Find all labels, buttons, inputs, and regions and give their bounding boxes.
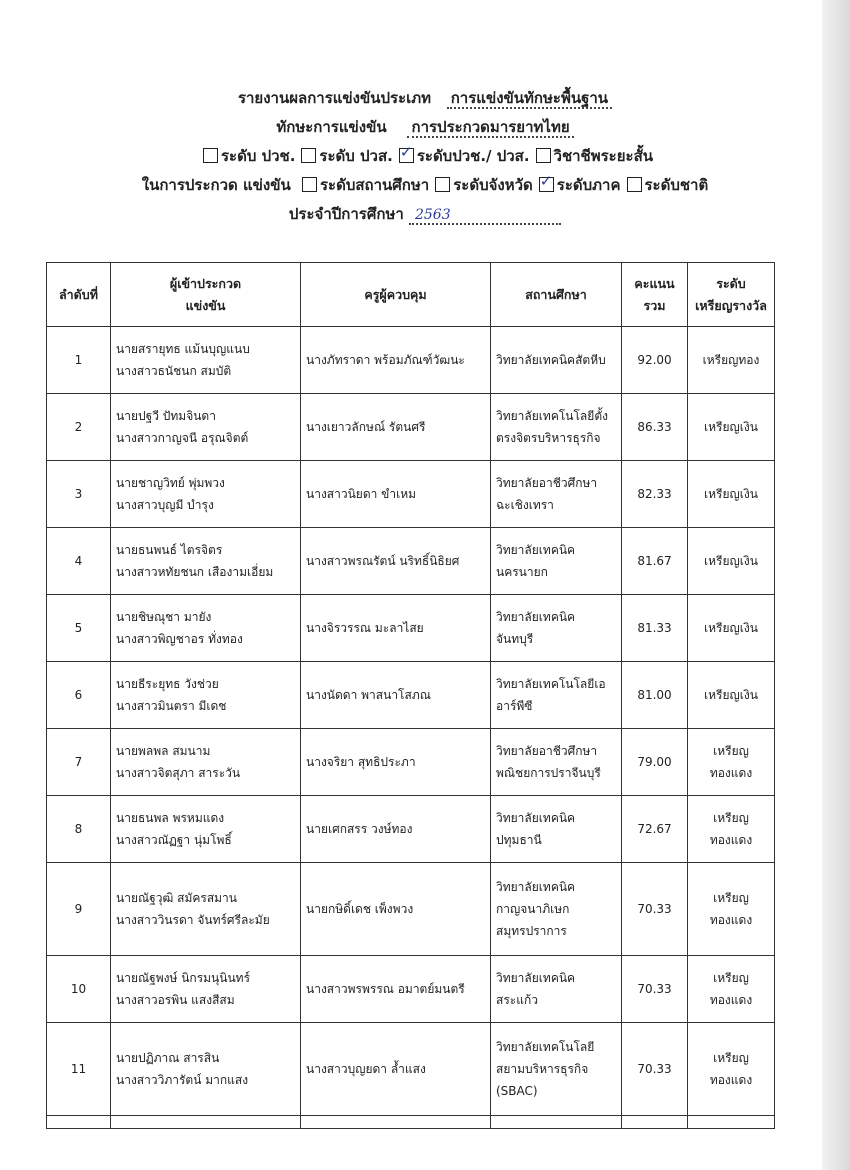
level-option-label-0: ระดับ ปวช. [221, 147, 296, 165]
school-cell: วิทยาลัยเทคโนโลยี สยามบริหารธุรกิจ (SBAC) [491, 1023, 622, 1116]
order-cell: 10 [47, 956, 111, 1023]
teacher-cell: นายกษิดิ์เดช เพ็งพวง [301, 863, 491, 956]
contestants-cell: นายณัฐวุฒิ สมัครสมาน นางสาววินรดา จันทร์ศรีละมัย [111, 863, 301, 956]
contestants-cell: นายธนพล พรหมแดง นางสาวณัฏฐา นุ่มโพธิ์ [111, 796, 301, 863]
school-cell: วิทยาลัยเทคนิค กาญจนาภิเษก สมุทรปราการ [491, 863, 622, 956]
empty-cell [301, 1116, 491, 1129]
report-type-value: การแข่งขันทักษะพื้นฐาน [447, 89, 612, 109]
level-checkbox-2[interactable] [399, 148, 414, 163]
column-header-score: คะแนน รวม [622, 263, 688, 327]
contestants-cell: นายชิษณุชา มายัง นางสาวพิญชาอร ทั่งทอง [111, 595, 301, 662]
contestants-cell: นายธนพนธ์ ไตรจิตร นางสาวหทัยชนก เสืองามเอี่ยม [111, 528, 301, 595]
school-cell: วิทยาลัยเทคนิค นครนายก [491, 528, 622, 595]
teacher-cell: นางสาวพรพรรณ อมาตย์มนตรี [301, 956, 491, 1023]
teacher-cell: นางสาวพรณรัตน์ นริทธิ์นิธิยศ [301, 528, 491, 595]
teacher-cell: นางสาวบุญยดา ล้ำแสง [301, 1023, 491, 1116]
education-level-options [0, 146, 850, 166]
score-cell: 70.33 [622, 1023, 688, 1116]
competition-option-label-2: ระดับภาค [556, 176, 621, 194]
medal-cell: เหรียญ ทองแดง [688, 729, 775, 796]
order-cell: 4 [47, 528, 111, 595]
medal-cell: เหรียญ ทองแดง [688, 863, 775, 956]
school-cell: วิทยาลัยเทคโนโลยีเอ อาร์พีซี [491, 662, 622, 729]
level-checkbox-0[interactable] [203, 148, 218, 163]
order-cell: 9 [47, 863, 111, 956]
score-cell: 81.67 [622, 528, 688, 595]
school-cell: วิทยาลัยเทคนิค สระแก้ว [491, 956, 622, 1023]
school-cell: วิทยาลัยเทคโนโลยีตั้ง ตรงจิตรบริหารธุรกิจ [491, 394, 622, 461]
contestants-cell: นายปฐวี ปัทมจินดา นางสาวกาญจนี อรุณจิตต์ [111, 394, 301, 461]
table-row [47, 528, 775, 595]
order-cell: 11 [47, 1023, 111, 1116]
report-header [0, 88, 850, 234]
skill-value: การประกวดมารยาทไทย [407, 118, 573, 138]
teacher-cell: นางจิรวรรณ มะลาไสย [301, 595, 491, 662]
school-cell: วิทยาลัยเทคนิค ปทุมธานี [491, 796, 622, 863]
empty-cell [491, 1116, 622, 1129]
teacher-cell: นางจริยา สุทธิประภา [301, 729, 491, 796]
contestants-cell: นายพลพล สมนาม นางสาวจิตสุภา สาระวัน [111, 729, 301, 796]
order-cell: 6 [47, 662, 111, 729]
score-cell: 72.67 [622, 796, 688, 863]
medal-cell: เหรียญ ทองแดง [688, 956, 775, 1023]
column-header-contestants: ผู้เข้าประกวด แข่งขัน [111, 263, 301, 327]
table-row [47, 1023, 775, 1116]
competition-checkbox-0[interactable] [302, 177, 317, 192]
table-row-cut-off [47, 1116, 775, 1129]
column-header-school: สถานศึกษา [491, 263, 622, 327]
contestants-cell: นายปฏิภาณ สารสิน นางสาววิภารัตน์ มากแสง [111, 1023, 301, 1116]
medal-cell: เหรียญทอง [688, 327, 775, 394]
school-cell: วิทยาลัยเทคนิคสัตหีบ [491, 327, 622, 394]
order-cell: 7 [47, 729, 111, 796]
competition-option-label-0: ระดับสถานศึกษา [320, 176, 430, 194]
empty-cell [622, 1116, 688, 1129]
score-cell: 79.00 [622, 729, 688, 796]
skill-line [0, 117, 850, 137]
competition-checkbox-1[interactable] [435, 177, 450, 192]
school-cell: วิทยาลัยอาชีวศึกษา พณิชยการปราจีนบุรี [491, 729, 622, 796]
table-row [47, 461, 775, 528]
table-body [47, 327, 775, 1129]
results-table [46, 262, 775, 1129]
order-cell: 5 [47, 595, 111, 662]
skill-label: ทักษะการแข่งขัน [276, 118, 387, 136]
competition-option-label-1: ระดับจังหวัด [453, 176, 533, 194]
medal-cell: เหรียญ ทองแดง [688, 796, 775, 863]
level-option-label-2: ระดับปวช./ ปวส. [416, 147, 530, 165]
teacher-cell: นางนัดดา พาสนาโสภณ [301, 662, 491, 729]
medal-cell: เหรียญเงิน [688, 528, 775, 595]
contestants-cell: นายสรายุทธ แม้นบุญแนบ นางสาวธนัชนก สมบัติ [111, 327, 301, 394]
medal-cell: เหรียญ ทองแดง [688, 1023, 775, 1116]
column-header-order: ลำดับที่ [47, 263, 111, 327]
level-checkbox-1[interactable] [301, 148, 316, 163]
score-cell: 82.33 [622, 461, 688, 528]
competition-checkbox-3[interactable] [627, 177, 642, 192]
report-type-line [0, 88, 850, 108]
contestants-cell: นายชาญวิทย์ พุ่มพวง นางสาวบุญมี บำรุง [111, 461, 301, 528]
order-cell: 1 [47, 327, 111, 394]
score-cell: 92.00 [622, 327, 688, 394]
contestants-cell: นายณัฐพงษ์ นิกรมนุนินทร์ นางสาวอรพิน แสงสีสม [111, 956, 301, 1023]
medal-cell: เหรียญเงิน [688, 461, 775, 528]
table-row [47, 729, 775, 796]
table-row [47, 863, 775, 956]
column-header-teacher: ครูผู้ควบคุม [301, 263, 491, 327]
medal-cell: เหรียญเงิน [688, 394, 775, 461]
table-row [47, 394, 775, 461]
school-cell: วิทยาลัยอาชีวศึกษา ฉะเชิงเทรา [491, 461, 622, 528]
competition-level-options [0, 175, 850, 195]
medal-cell: เหรียญเงิน [688, 595, 775, 662]
contestants-cell: นายธีระยุทธ วังช่วย นางสาวมินตรา มีเดช [111, 662, 301, 729]
competition-option-label-3: ระดับชาติ [644, 176, 709, 194]
school-cell: วิทยาลัยเทคนิค จันทบุรี [491, 595, 622, 662]
table-row [47, 956, 775, 1023]
teacher-cell: นางภัทราดา พร้อมภัณฑ์วัฒนะ [301, 327, 491, 394]
level-checkbox-3[interactable] [536, 148, 551, 163]
academic-year-line [0, 204, 850, 225]
level-option-label-1: ระดับ ปวส. [319, 147, 393, 165]
score-cell: 86.33 [622, 394, 688, 461]
academic-year-field [409, 205, 561, 225]
teacher-cell: นายเศกสรร วงษ์ทอง [301, 796, 491, 863]
empty-cell [47, 1116, 111, 1129]
score-cell: 70.33 [622, 863, 688, 956]
academic-year-label: ประจำปีการศึกษา [288, 205, 404, 223]
table-row [47, 796, 775, 863]
score-cell: 70.33 [622, 956, 688, 1023]
table-row [47, 327, 775, 394]
competition-label: ในการประกวด แข่งขัน [141, 176, 291, 194]
teacher-cell: นางเยาวลักษณ์ รัตนศรี [301, 394, 491, 461]
competition-checkbox-2[interactable] [539, 177, 554, 192]
level-option-label-3: วิชาชีพระยะสั้น [553, 147, 653, 165]
academic-year-value: 2563 [414, 207, 451, 223]
column-header-medal: ระดับ เหรียญรางวัล [688, 263, 775, 327]
table-header-row [47, 263, 775, 327]
table-row [47, 595, 775, 662]
empty-cell [688, 1116, 775, 1129]
report-type-label: รายงานผลการแข่งขันประเภท [237, 89, 432, 107]
medal-cell: เหรียญเงิน [688, 662, 775, 729]
order-cell: 8 [47, 796, 111, 863]
table-row [47, 662, 775, 729]
empty-cell [111, 1116, 301, 1129]
order-cell: 3 [47, 461, 111, 528]
score-cell: 81.00 [622, 662, 688, 729]
order-cell: 2 [47, 394, 111, 461]
teacher-cell: นางสาวนิยดา ขำเหม [301, 461, 491, 528]
score-cell: 81.33 [622, 595, 688, 662]
